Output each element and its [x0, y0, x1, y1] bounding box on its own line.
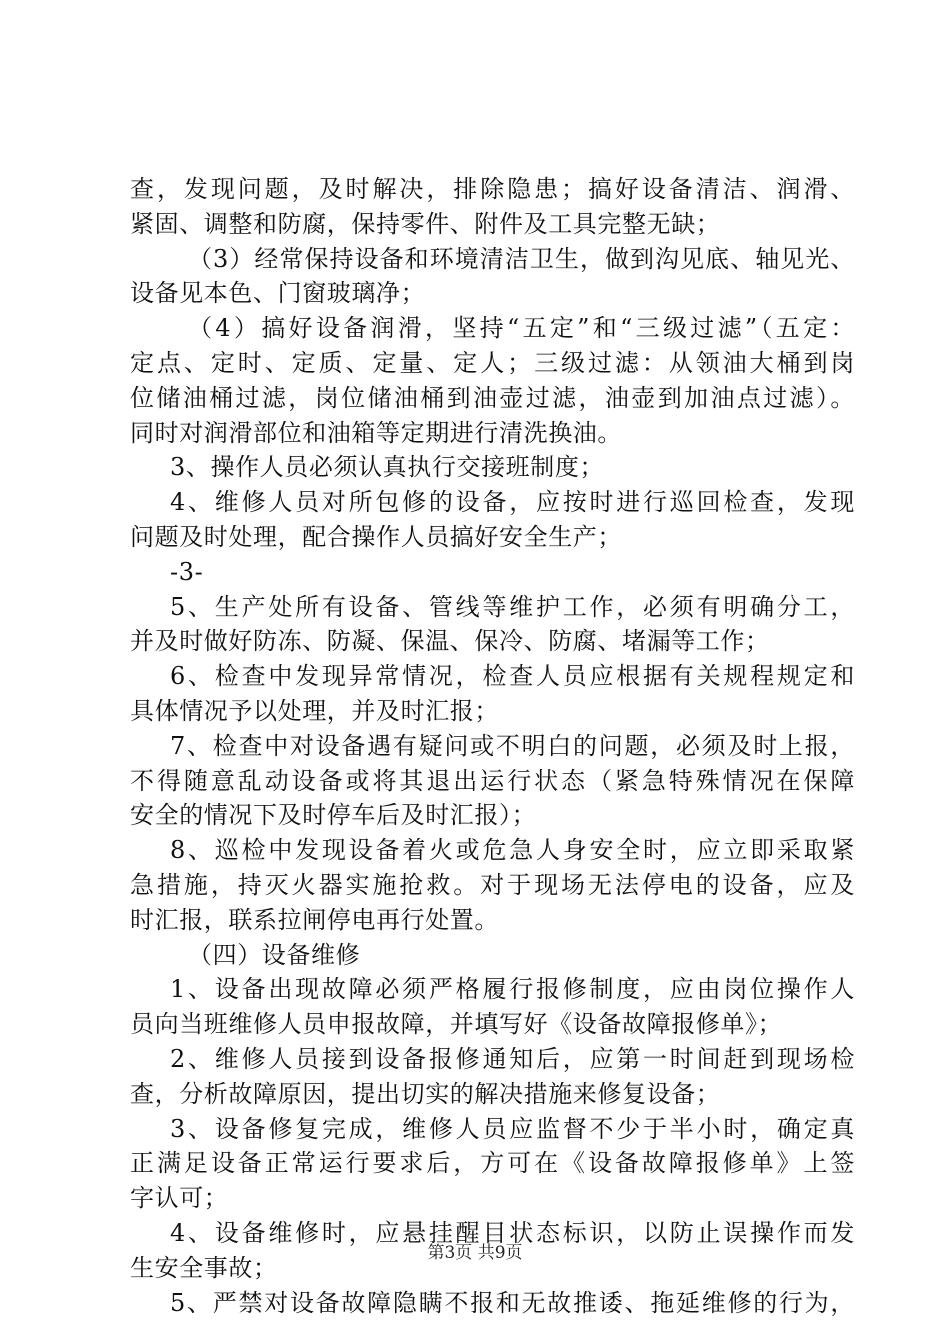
- text-line: 2、维修人员接到设备报修通知后，应第一时间赶到现场检: [170, 1044, 855, 1073]
- text-line: 具体情况予以处理，并及时汇报；: [130, 696, 499, 725]
- text-line: 4、设备维修时，应悬挂醒目状态标识，以防止误操作而发: [170, 1218, 855, 1247]
- text-line: 员向当班维修人员申报故障，并填写好《设备故障报修单》；: [130, 1010, 783, 1039]
- text-line: （4）搞好设备润滑，坚持“五定”和“三级过滤”（五定：: [188, 314, 855, 343]
- text-line: 4、维修人员对所包修的设备，应按时进行巡回检查，发现: [170, 488, 855, 517]
- page-footer: 第3页 共9页: [427, 1243, 523, 1263]
- text-line: 紧固、调整和防腐，保持零件、附件及工具完整无缺；: [130, 209, 721, 238]
- text-line: 并及时做好防冻、防凝、保温、保冷、防腐、堵漏等工作；: [130, 627, 770, 656]
- text-line: 查，发现问题，及时解决，排除隐患；搞好设备清洁、润滑、: [130, 175, 855, 203]
- text-line: 正满足设备正常运行要求后，方可在《设备故障报修单》上签: [130, 1149, 855, 1178]
- text-line: 设备见本色、门窗玻璃净；: [130, 279, 426, 308]
- text-line: 3、操作人员必须认真执行交接班制度；: [170, 453, 605, 482]
- text-line: 不得随意乱动设备或将其退出运行状态（紧急特殊情况在保障: [130, 766, 855, 795]
- text-line: 1、设备出现故障必须严格履行报修制度，应由岗位操作人: [170, 975, 855, 1004]
- text-line: 5、生产处所有设备、管线等维护工作，必须有明确分工，: [170, 592, 855, 621]
- text-line: 位储油桶过滤，岗位储油桶到油壶过滤，油壶到加油点过滤）。: [130, 383, 855, 412]
- text-line: 查，分析故障原因，提出切实的解决措施来修复设备；: [130, 1079, 721, 1108]
- text-line: 8、巡检中发现设备着火或危急人身安全时，应立即采取紧: [170, 836, 855, 865]
- text-line: 问题及时处理，配合操作人员搞好安全生产；: [130, 522, 622, 551]
- text-line: 急措施，持灭火器实施抢救。对于现场无法停电的设备，应及: [130, 870, 855, 899]
- document-body: [130, 172, 855, 1320]
- text-line: 3、设备修复完成，维修人员应监督不少于半小时，确定真: [170, 1114, 855, 1143]
- text-line: 定点、定时、定质、定量、定人；三级过滤：从领油大桶到岗: [130, 348, 855, 377]
- text-line: -3-: [170, 557, 204, 586]
- text-line: 字认可；: [130, 1184, 229, 1213]
- text-line: 5、严禁对设备故障隐瞒不报和无故推诿、拖延维修的行为，: [170, 1288, 855, 1317]
- text-line: 时汇报，联系拉闸停电再行处置。: [130, 905, 499, 934]
- text-line: 生安全事故；: [130, 1253, 278, 1282]
- text-line: 6、检查中发现异常情况，检查人员应根据有关规程规定和: [170, 662, 855, 691]
- text-line: （3）经常保持设备和环境清洁卫生，做到沟见底、轴见光、: [188, 244, 855, 273]
- text-line: 安全的情况下及时停车后及时汇报）；: [130, 801, 537, 830]
- text-line: （四）设备维修: [188, 940, 361, 969]
- text-line: 7、检查中对设备遇有疑问或不明白的问题，必须及时上报，: [170, 731, 855, 760]
- text-line: 同时对润滑部位和油箱等定期进行清洗换油。: [130, 418, 622, 447]
